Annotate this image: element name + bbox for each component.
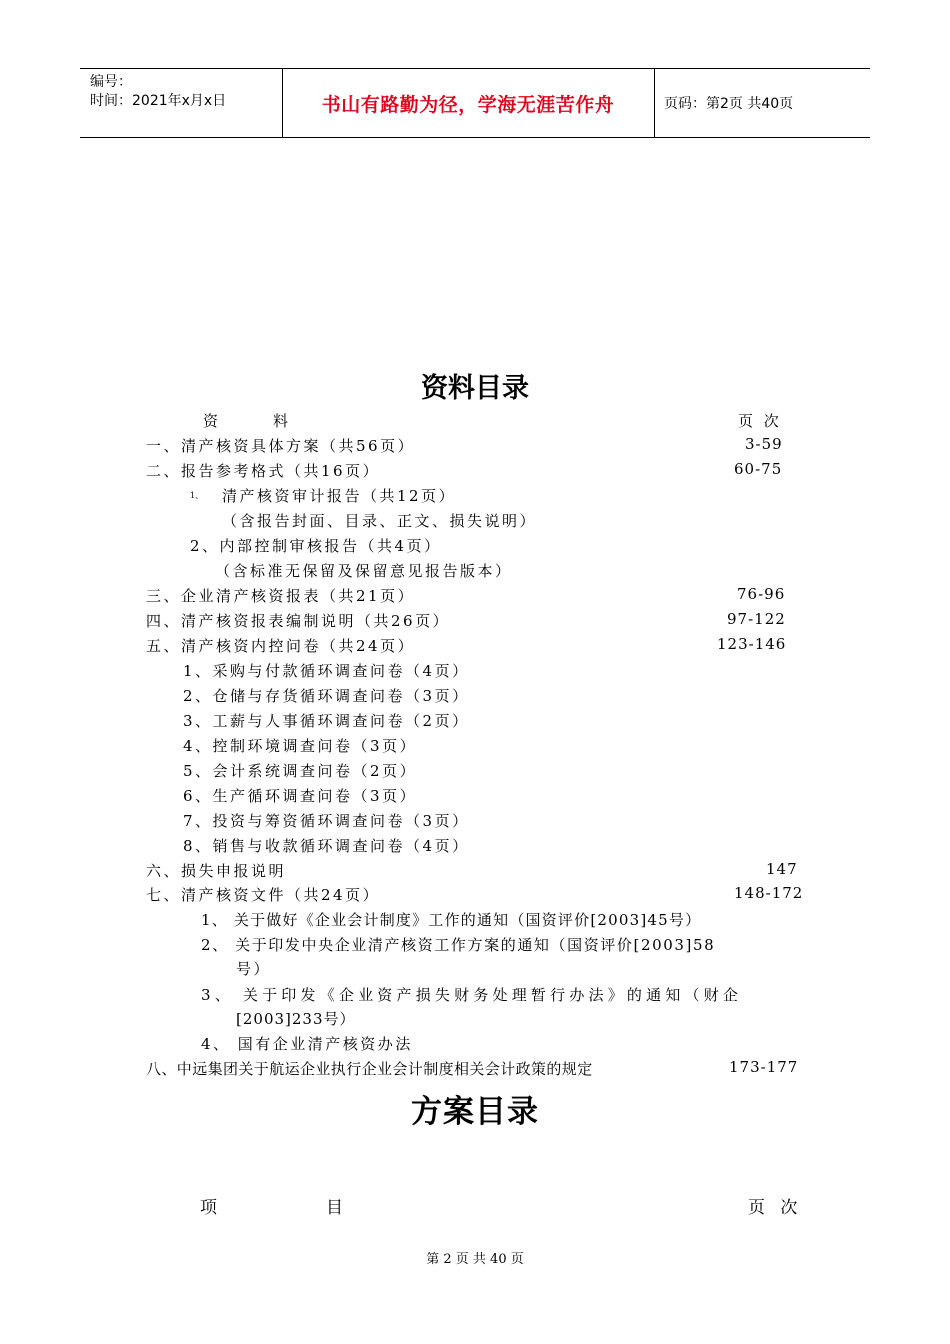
toc-entry-continuation: [2003]233号） (236, 1010, 356, 1028)
page-footer: 第 2 页 共 40 页 (426, 1252, 524, 1267)
toc-entry: 五、清产核资内控问卷（共24页） (146, 637, 416, 655)
toc-entry-page: 97-122 (727, 610, 786, 628)
toc-entry: 2、内部控制审核报告（共4页） (190, 537, 442, 555)
toc-entry: 1、 关于做好《企业会计制度》工作的通知（国资评价[2003]45号） (201, 911, 702, 929)
toc-entry-note: （含标准无保留及保留意见报告版本） (215, 562, 513, 580)
toc-entry: 5、会计系统调查问卷（2页） (183, 762, 418, 780)
toc-column-header-page: 页 次 (738, 412, 782, 430)
toc-entry-page: 76-96 (737, 585, 786, 603)
toc-entry-page: 123-146 (717, 635, 787, 653)
document-date: 时间：2021年x月x日 (90, 93, 227, 109)
toc-entry-page: 147 (766, 860, 798, 878)
toc-entry: 1、采购与付款循环调查问卷（4页） (183, 662, 470, 680)
toc-entry-page: 173-177 (729, 1058, 799, 1076)
toc-entry: 一、清产核资具体方案（共56页） (146, 437, 416, 455)
header-motto: 书山有路勤为径，学海无涯苦作舟 (321, 93, 615, 116)
page-header (80, 68, 870, 138)
toc-entry: 清产核资审计报告（共12页） (222, 487, 457, 505)
toc-column-header-item: 资 料 (203, 412, 291, 430)
toc-entry-page: 3-59 (745, 435, 783, 453)
toc-entry-page: 60-75 (734, 460, 783, 478)
toc-entry: 2、仓储与存货循环调查问卷（3页） (183, 687, 470, 705)
toc-title-materials: 资料目录 (421, 373, 529, 404)
header-page-info: 页码：第2页 共40页 (664, 96, 794, 112)
toc-entry: 三、企业清产核资报表（共21页） (146, 587, 416, 605)
toc-entry: 3、工薪与人事循环调查问卷（2页） (183, 712, 470, 730)
toc-entry: 4、 国有企业清产核资办法 (201, 1035, 413, 1053)
header-left (90, 73, 226, 111)
toc-entry: 二、报告参考格式（共16页） (146, 462, 381, 480)
toc-entry: 七、清产核资文件（共24页） (146, 886, 381, 904)
toc-entry: 8、销售与收款循环调查问卷（4页） (183, 837, 470, 855)
toc-entry: 四、清产核资报表编制说明（共26页） (146, 612, 451, 630)
toc-entry: 3、 关于印发《企业资产损失财务处理暂行办法》的通知（财企 (201, 986, 743, 1004)
toc-entry: 2、 关于印发中央企业清产核资工作方案的通知（国资评价[2003]58 (201, 936, 716, 954)
header-divider (654, 69, 655, 137)
toc-entry: 六、损失申报说明 (146, 862, 287, 880)
toc-column-header-item: 项 目 (200, 1198, 347, 1218)
toc-title-plan: 方案目录 (411, 1094, 539, 1130)
toc-entry-continuation: 号） (236, 960, 272, 978)
toc-entry: 7、投资与筹资循环调查问卷（3页） (183, 812, 470, 830)
toc-entry: 4、控制环境调查问卷（3页） (183, 737, 418, 755)
toc-entry: 6、生产循环调查问卷（3页） (183, 787, 418, 805)
toc-entry: 八、中远集团关于航运企业执行企业会计制度相关会计政策的规定 (146, 1060, 593, 1078)
toc-column-header-page: 页 次 (748, 1198, 803, 1218)
toc-entry-note: （含报告封面、目录、正文、损失说明） (222, 512, 538, 530)
toc-entry-page: 148-172 (734, 884, 804, 902)
toc-entry-marker: 1、 (190, 491, 204, 500)
document-number-label: 编号： (90, 74, 132, 90)
